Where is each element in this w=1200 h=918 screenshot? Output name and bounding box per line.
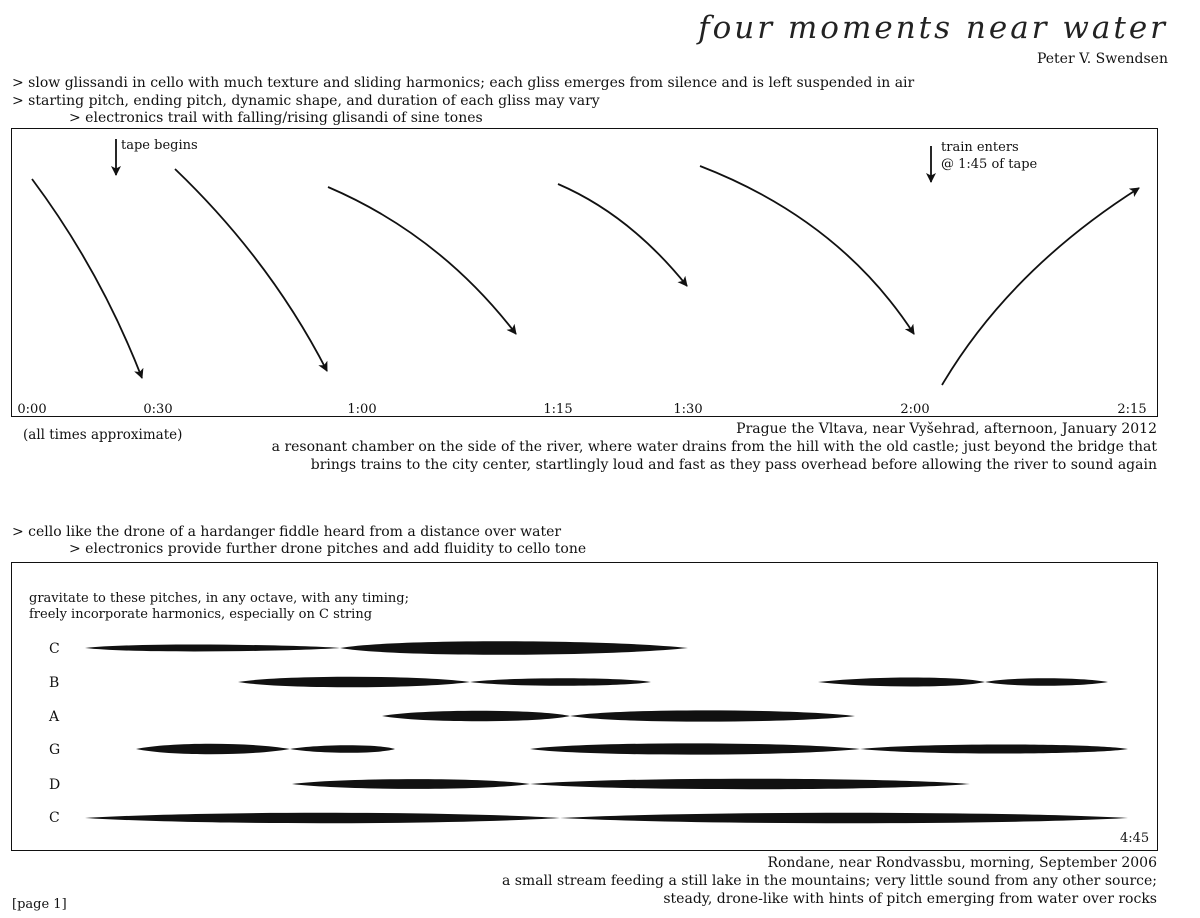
pitch-label-A: A [49, 709, 60, 725]
electronics-instruction-2: > electronics provide further drone pitches and add fluidity to cello tone [69, 541, 587, 557]
pitch-label-C-low: C [49, 810, 60, 826]
pitch-label-D: D [49, 777, 61, 793]
tape-begins-label: tape begins [121, 138, 198, 153]
description-1-line-2: brings trains to the city center, startlingly loud and fast as they pass overhead before allowing the river to sound again [310, 457, 1157, 473]
pitch-label-B: B [49, 675, 60, 691]
time-1-00: 1:00 [347, 402, 377, 417]
location-2: Rondane, near Rondvassbu, morning, September 2006 [767, 855, 1157, 871]
gliss-arrow-3 [328, 187, 516, 334]
description-2-line-2: steady, drone-like with hints of pitch emerging from water over rocks [663, 891, 1157, 907]
time-2-15: 2:15 [1117, 402, 1147, 417]
gliss-arrow-1 [32, 179, 142, 378]
gliss-arrow-6 [942, 188, 1139, 385]
time-1-15: 1:15 [543, 402, 573, 417]
location-1: Prague the Vltava, near Vyšehrad, afternoon, January 2012 [736, 421, 1157, 437]
pitch-label-C-high: C [49, 641, 60, 657]
instruction-line-2: > starting pitch, ending pitch, dynamic shape, and duration of each gliss may vary [12, 93, 600, 109]
guidance-line-2: freely incorporate harmonics, especially on C string [29, 607, 373, 622]
gliss-arrow-5 [700, 166, 914, 334]
approx-note: (all times approximate) [23, 427, 183, 443]
train-enters-time: @ 1:45 of tape [941, 157, 1038, 172]
train-enters-label: train enters [941, 140, 1019, 155]
instruction-line-1: > slow glissandi in cello with much texture and sliding harmonics; each gliss emerges from silence and is left suspended in air [12, 75, 915, 91]
time-1-30: 1:30 [673, 402, 703, 417]
time-0-30: 0:30 [143, 402, 173, 417]
guidance-line-1: gravitate to these pitches, in any octave, with any timing; [29, 591, 409, 606]
end-time: 4:45 [1120, 831, 1150, 846]
instruction-line-3: > cello like the drone of a hardanger fiddle heard from a distance over water [12, 524, 562, 540]
page-number: [page 1] [12, 897, 67, 912]
gliss-arrow-2 [175, 169, 327, 371]
composer-name: Peter V. Swendsen [1036, 51, 1168, 67]
time-2-00: 2:00 [900, 402, 930, 417]
gliss-arrow-4 [558, 184, 687, 286]
piece-title: four moments near water [698, 10, 1168, 46]
time-0-00: 0:00 [17, 402, 47, 417]
pitch-label-G: G [49, 742, 61, 758]
electronics-instruction-1: > electronics trail with falling/rising glisandi of sine tones [69, 110, 483, 126]
description-2-line-1: a small stream feeding a still lake in the mountains; very little sound from any other source; [501, 873, 1157, 889]
description-1-line-1: a resonant chamber on the side of the river, where water drains from the hill with the old castle; just beyond the bridge that [271, 439, 1157, 455]
